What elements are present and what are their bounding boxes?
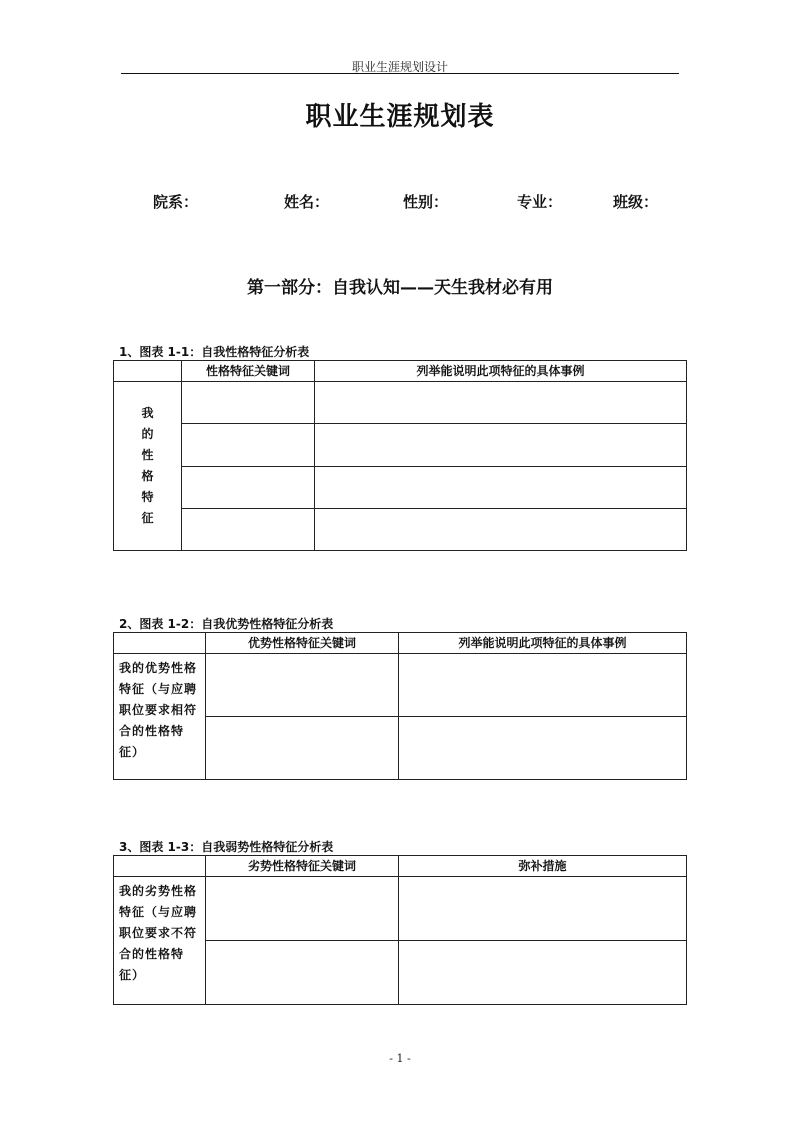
row-label-char: 的 (141, 427, 154, 441)
table1-caption: 1、图表 1-1：自我性格特征分析表 (119, 345, 310, 359)
table-row (114, 382, 687, 424)
example-input-cell[interactable] (399, 654, 687, 717)
example-input-cell[interactable] (315, 467, 687, 509)
weakness-analysis-table (113, 855, 687, 1005)
keyword-input-cell[interactable] (206, 717, 399, 780)
header-example: 列举能说明此项特征的具体事例 (315, 361, 687, 382)
gender-label: 性别： (403, 193, 449, 211)
table-row (114, 467, 687, 509)
header-empty-cell (114, 633, 206, 654)
name-label: 姓名： (284, 193, 330, 211)
example-input-cell[interactable] (315, 509, 687, 551)
keyword-input-cell[interactable] (182, 424, 315, 467)
remedy-input-cell[interactable] (399, 941, 687, 1005)
example-input-cell[interactable] (315, 382, 687, 424)
header-remedy: 弥补措施 (399, 856, 687, 877)
row-label-strengths: 我的优势性格特征（与应聘职位要求相符合的性格特征） (114, 654, 206, 780)
row-label-char: 特 (141, 490, 154, 504)
keyword-input-cell[interactable] (182, 382, 315, 424)
section-heading: 第一部分：自我认知——天生我材必有用 (247, 278, 553, 298)
table-row (114, 424, 687, 467)
personality-analysis-table (113, 360, 687, 551)
remedy-input-cell[interactable] (399, 877, 687, 941)
keyword-input-cell[interactable] (182, 467, 315, 509)
table-header-row (114, 633, 687, 654)
table-header-row (114, 361, 687, 382)
row-label-char: 我 (141, 406, 154, 420)
row-label-char: 性 (141, 448, 154, 462)
example-input-cell[interactable] (315, 424, 687, 467)
major-label: 专业： (517, 193, 563, 211)
header-keyword: 劣势性格特征关键词 (206, 856, 399, 877)
table2-caption: 2、图表 1-2：自我优势性格特征分析表 (119, 617, 334, 631)
running-header: 职业生涯规划设计 (351, 60, 448, 74)
keyword-input-cell[interactable] (182, 509, 315, 551)
header-keyword: 优势性格特征关键词 (206, 633, 399, 654)
strength-analysis-table (113, 632, 687, 780)
header-empty-cell (114, 856, 206, 877)
keyword-input-cell[interactable] (206, 877, 399, 941)
document-title: 职业生涯规划表 (305, 102, 495, 132)
row-label-char: 格 (141, 469, 154, 483)
table-row (114, 509, 687, 551)
header-empty-cell (114, 361, 182, 382)
row-label-my-personality (114, 382, 182, 551)
row-label-char: 征 (141, 511, 154, 525)
table3-caption: 3、图表 1-3：自我弱势性格特征分析表 (119, 840, 334, 854)
header-example: 列举能说明此项特征的具体事例 (399, 633, 687, 654)
class-label: 班级： (613, 193, 659, 211)
table-row (114, 654, 687, 717)
keyword-input-cell[interactable] (206, 654, 399, 717)
header-divider (121, 73, 679, 74)
example-input-cell[interactable] (399, 717, 687, 780)
table-row (114, 877, 687, 941)
page-number: - 1 - (389, 1052, 411, 1065)
table-header-row (114, 856, 687, 877)
department-label: 院系： (153, 193, 199, 211)
row-label-weaknesses: 我的劣势性格特征（与应聘职位要求不符合的性格特征） (114, 877, 206, 1005)
keyword-input-cell[interactable] (206, 941, 399, 1005)
header-keyword: 性格特征关键词 (182, 361, 315, 382)
